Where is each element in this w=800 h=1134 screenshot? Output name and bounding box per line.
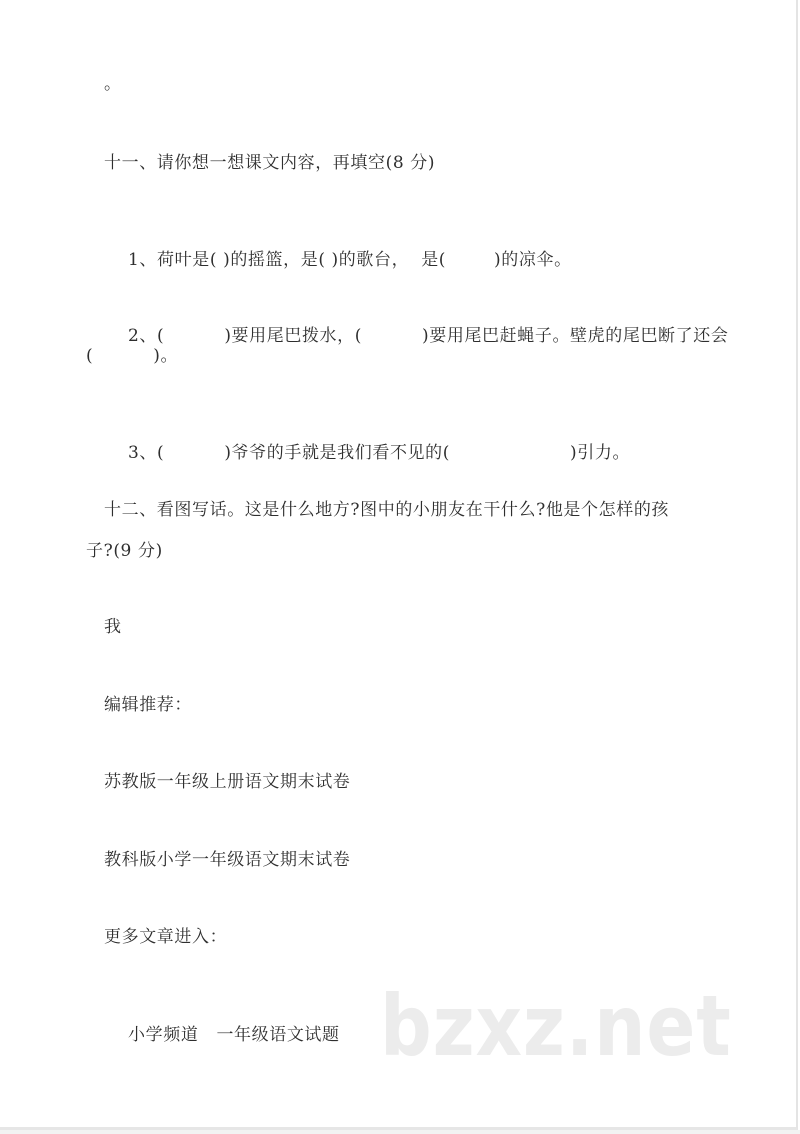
section-12-heading-line-1: 十二、看图写话。这是什么地方?图中的小朋友在干什么?他是个怎样的孩 [104,500,670,520]
question-1-number: 1、 [128,250,158,270]
question-3-number: 3、 [128,443,158,463]
watermark: bzxz.net [380,977,732,1075]
question-3 [104,423,630,483]
question-2-number: 2、 [128,326,158,346]
section-11-heading: 十一、请你想一想课文内容，再填空(8 分) [104,153,436,173]
recommendations-label: 编辑推荐： [104,695,192,715]
more-articles-label: 更多文章进入： [104,927,228,947]
primary-school-channel-link[interactable]: 小学频道 [128,1025,199,1045]
question-3-text: ( )爷爷的手就是我们看不见的( )引力。 [157,443,631,463]
question-2-line-1 [104,306,728,366]
page-bottom-edge [0,1130,800,1134]
question-2-line-2: ( )。 [86,346,179,366]
question-2-text: ( )要用尾巴拨水，( )要用尾巴赶蝇子。壁虎的尾巴断了还会 [157,326,729,346]
writing-answer-start: 我 [104,617,122,637]
grade-1-chinese-tests-link[interactable]: 一年级语文试题 [216,1025,340,1045]
recommendation-link-2[interactable]: 教科版小学一年级语文期末试卷 [104,850,351,870]
link-separator [198,1025,216,1045]
leading-period: 。 [104,74,122,94]
question-1 [104,230,572,290]
section-12-heading-line-2: 子?(9 分) [86,541,163,561]
recommendation-link-1[interactable]: 苏教版一年级上册语文期末试卷 [104,772,351,792]
question-1-text: 荷叶是( )的摇篮，是( )的歌台， 是( )的凉伞。 [157,250,572,270]
more-articles-links [104,1005,340,1065]
